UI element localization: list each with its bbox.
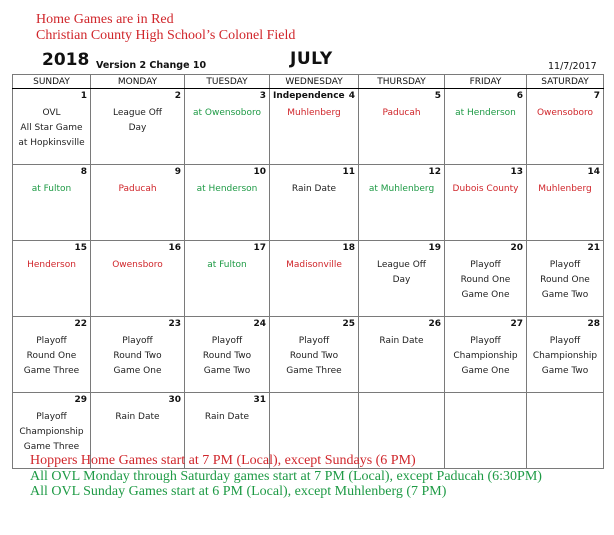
event-line: at Fulton [207, 260, 247, 270]
day-events [527, 182, 603, 197]
day-number: 31 [253, 395, 266, 405]
day-events [270, 334, 358, 379]
day-events [13, 106, 90, 151]
day-events [359, 334, 444, 349]
day-cell [527, 317, 604, 393]
event-line: at Muhlenberg [368, 184, 435, 194]
day-events [185, 410, 269, 425]
weekday-tuesday: TUESDAY [185, 75, 270, 89]
day-number: 14 [587, 167, 600, 177]
day-number: 12 [428, 167, 441, 177]
weekday-wednesday: WEDNESDAY [270, 75, 359, 89]
calendar-week-row [13, 89, 604, 165]
day-cell [270, 89, 359, 165]
day-cell [445, 89, 527, 165]
event-line: Playoff [470, 336, 501, 346]
day-events [359, 258, 444, 288]
day-cell [527, 165, 604, 241]
day-number: 20 [510, 243, 523, 253]
day-events [13, 258, 90, 273]
day-events [91, 182, 184, 197]
day-events [13, 410, 90, 455]
event-line: Paducah [118, 184, 157, 194]
event-line: Round One [26, 351, 77, 361]
day-events [359, 106, 444, 121]
holiday-label: Independence [273, 91, 345, 101]
day-events [91, 410, 184, 425]
calendar-week-row [13, 317, 604, 393]
event-line: OVL [42, 108, 61, 118]
day-number: 9 [174, 167, 181, 177]
event-line: Game One [461, 366, 510, 376]
event-line: Round Two [289, 351, 339, 361]
day-cell [359, 165, 445, 241]
event-line: Dubois County [452, 184, 519, 194]
event-line: Rain Date [379, 336, 424, 346]
event-line: Playoff [36, 412, 67, 422]
day-cell [13, 317, 91, 393]
day-number: 8 [80, 167, 87, 177]
day-number: 6 [516, 91, 523, 101]
event-line: Paducah [382, 108, 421, 118]
event-line: League Off [376, 260, 426, 270]
day-number: 10 [253, 167, 266, 177]
day-number: 25 [342, 319, 355, 329]
weekday-thursday: THURSDAY [359, 75, 445, 89]
day-events [270, 106, 358, 121]
calendar-week-row [13, 241, 604, 317]
event-line: All Star Game [20, 123, 83, 133]
day-events [445, 106, 526, 121]
calendar-week-row [13, 165, 604, 241]
day-number: 18 [342, 243, 355, 253]
event-line: Round One [540, 275, 590, 285]
day-cell [13, 165, 91, 241]
day-number: 21 [587, 243, 600, 253]
day-cell [185, 165, 270, 241]
day-cell [13, 89, 91, 165]
day-number: 29 [74, 395, 87, 405]
event-line: Muhlenberg [538, 184, 592, 194]
day-events [91, 258, 184, 273]
day-cell [359, 241, 445, 317]
event-line: Game Three [23, 442, 80, 452]
event-line: Game Three [286, 366, 342, 376]
event-line: Playoff [122, 336, 153, 346]
day-number: 27 [510, 319, 523, 329]
day-cell [445, 241, 527, 317]
day-cell [185, 89, 270, 165]
event-line: Playoff [211, 336, 243, 346]
day-number: 11 [342, 167, 355, 177]
home-games-note: Home Games are in Red [36, 12, 174, 27]
day-events [359, 182, 444, 197]
day-events [91, 334, 184, 379]
calendar-body [13, 89, 604, 469]
event-line: Game Two [541, 290, 589, 300]
footer-line-hoppers: Hoppers Home Games start at 7 PM (Local), except Sundays (6 PM) [30, 453, 416, 468]
day-events [91, 106, 184, 136]
day-number: 7 [593, 91, 600, 101]
day-cell [527, 241, 604, 317]
event-line: Game One [461, 290, 510, 300]
day-cell [359, 89, 445, 165]
weekday-friday: FRIDAY [445, 75, 527, 89]
event-line: Championship [19, 427, 84, 437]
day-events [13, 182, 90, 197]
day-number: 30 [168, 395, 181, 405]
day-cell [13, 241, 91, 317]
event-line: Day [128, 123, 147, 133]
version-label: Version 2 Change 10 [96, 60, 207, 71]
day-number: 16 [168, 243, 181, 253]
day-cell [91, 317, 185, 393]
event-line: Round One [460, 275, 511, 285]
day-events [527, 258, 603, 303]
day-number: 19 [428, 243, 441, 253]
event-line: Playoff [470, 260, 501, 270]
event-line: at Owensoboro [192, 108, 261, 118]
day-number: 4 [348, 91, 355, 101]
day-cell [270, 241, 359, 317]
event-line: Game Three [23, 366, 80, 376]
event-line: Rain Date [204, 412, 250, 422]
event-line: at Fulton [31, 184, 72, 194]
day-number: 13 [510, 167, 523, 177]
event-line: Playoff [549, 260, 581, 270]
day-events [185, 334, 269, 379]
event-line: League Off [112, 108, 162, 118]
day-number: 15 [74, 243, 87, 253]
event-line: Muhlenberg [287, 108, 341, 118]
day-number: 1 [80, 91, 87, 101]
weekday-header-row [13, 75, 604, 89]
weekday-monday: MONDAY [91, 75, 185, 89]
day-cell [91, 241, 185, 317]
footer-line-weekday: All OVL Monday through Saturday games start at 7 PM (Local), except Paducah (6:30PM) [30, 468, 542, 484]
day-cell [527, 89, 604, 165]
event-line: Game Two [203, 366, 251, 376]
event-line: Madisonville [286, 260, 342, 270]
event-line: Round Two [113, 351, 162, 361]
day-cell [359, 317, 445, 393]
day-cell [185, 317, 270, 393]
event-line: Championship [532, 351, 598, 361]
event-line: at Hopkinsville [18, 138, 85, 148]
event-line: Owensboro [112, 260, 163, 270]
day-number: 26 [428, 319, 441, 329]
event-line: Rain Date [115, 412, 160, 422]
revision-date: 11/7/2017 [548, 61, 597, 72]
day-cell [91, 89, 185, 165]
event-line: Game One [113, 366, 162, 376]
calendar-grid [12, 74, 604, 469]
event-line: Playoff [36, 336, 67, 346]
day-number: 17 [253, 243, 266, 253]
day-number: 5 [434, 91, 441, 101]
event-line: at Henderson [455, 108, 516, 118]
day-events [527, 334, 603, 379]
day-events [185, 182, 269, 197]
event-line: Day [392, 275, 411, 285]
event-line: Rain Date [291, 184, 337, 194]
footer-line-sunday: All OVL Sunday Games start at 6 PM (Local), except Muhlenberg (7 PM) [30, 484, 447, 499]
weekday-saturday: SATURDAY [527, 75, 604, 89]
event-line: Round Two [202, 351, 252, 361]
day-events [445, 182, 526, 197]
year-title: 2018 [42, 50, 90, 70]
event-line: Playoff [549, 336, 581, 346]
day-events [185, 106, 269, 121]
day-cell [445, 165, 527, 241]
field-note: Christian County High School’s Colonel Field [36, 28, 296, 43]
day-number: 23 [168, 319, 181, 329]
day-events [185, 258, 269, 273]
day-cell [270, 165, 359, 241]
event-line: Championship [453, 351, 518, 361]
day-number: 3 [259, 91, 266, 101]
day-events [527, 106, 603, 121]
event-line: Game Two [541, 366, 589, 376]
weekday-sunday: SUNDAY [13, 75, 91, 89]
day-events [13, 334, 90, 379]
day-number: 2 [174, 91, 181, 101]
day-events [445, 334, 526, 379]
day-number: 28 [587, 319, 600, 329]
day-events [270, 182, 358, 197]
footer-notes [30, 453, 542, 500]
event-line: at Henderson [196, 184, 258, 194]
day-number: 22 [74, 319, 87, 329]
day-cell [270, 317, 359, 393]
month-title: JULY [290, 49, 333, 69]
day-cell [91, 165, 185, 241]
day-events [270, 258, 358, 273]
event-line: Playoff [298, 336, 330, 346]
day-number: 24 [253, 319, 266, 329]
day-events [445, 258, 526, 303]
day-cell [445, 317, 527, 393]
event-line: Owensoboro [536, 108, 594, 118]
event-line: Henderson [27, 260, 76, 270]
day-cell [185, 241, 270, 317]
